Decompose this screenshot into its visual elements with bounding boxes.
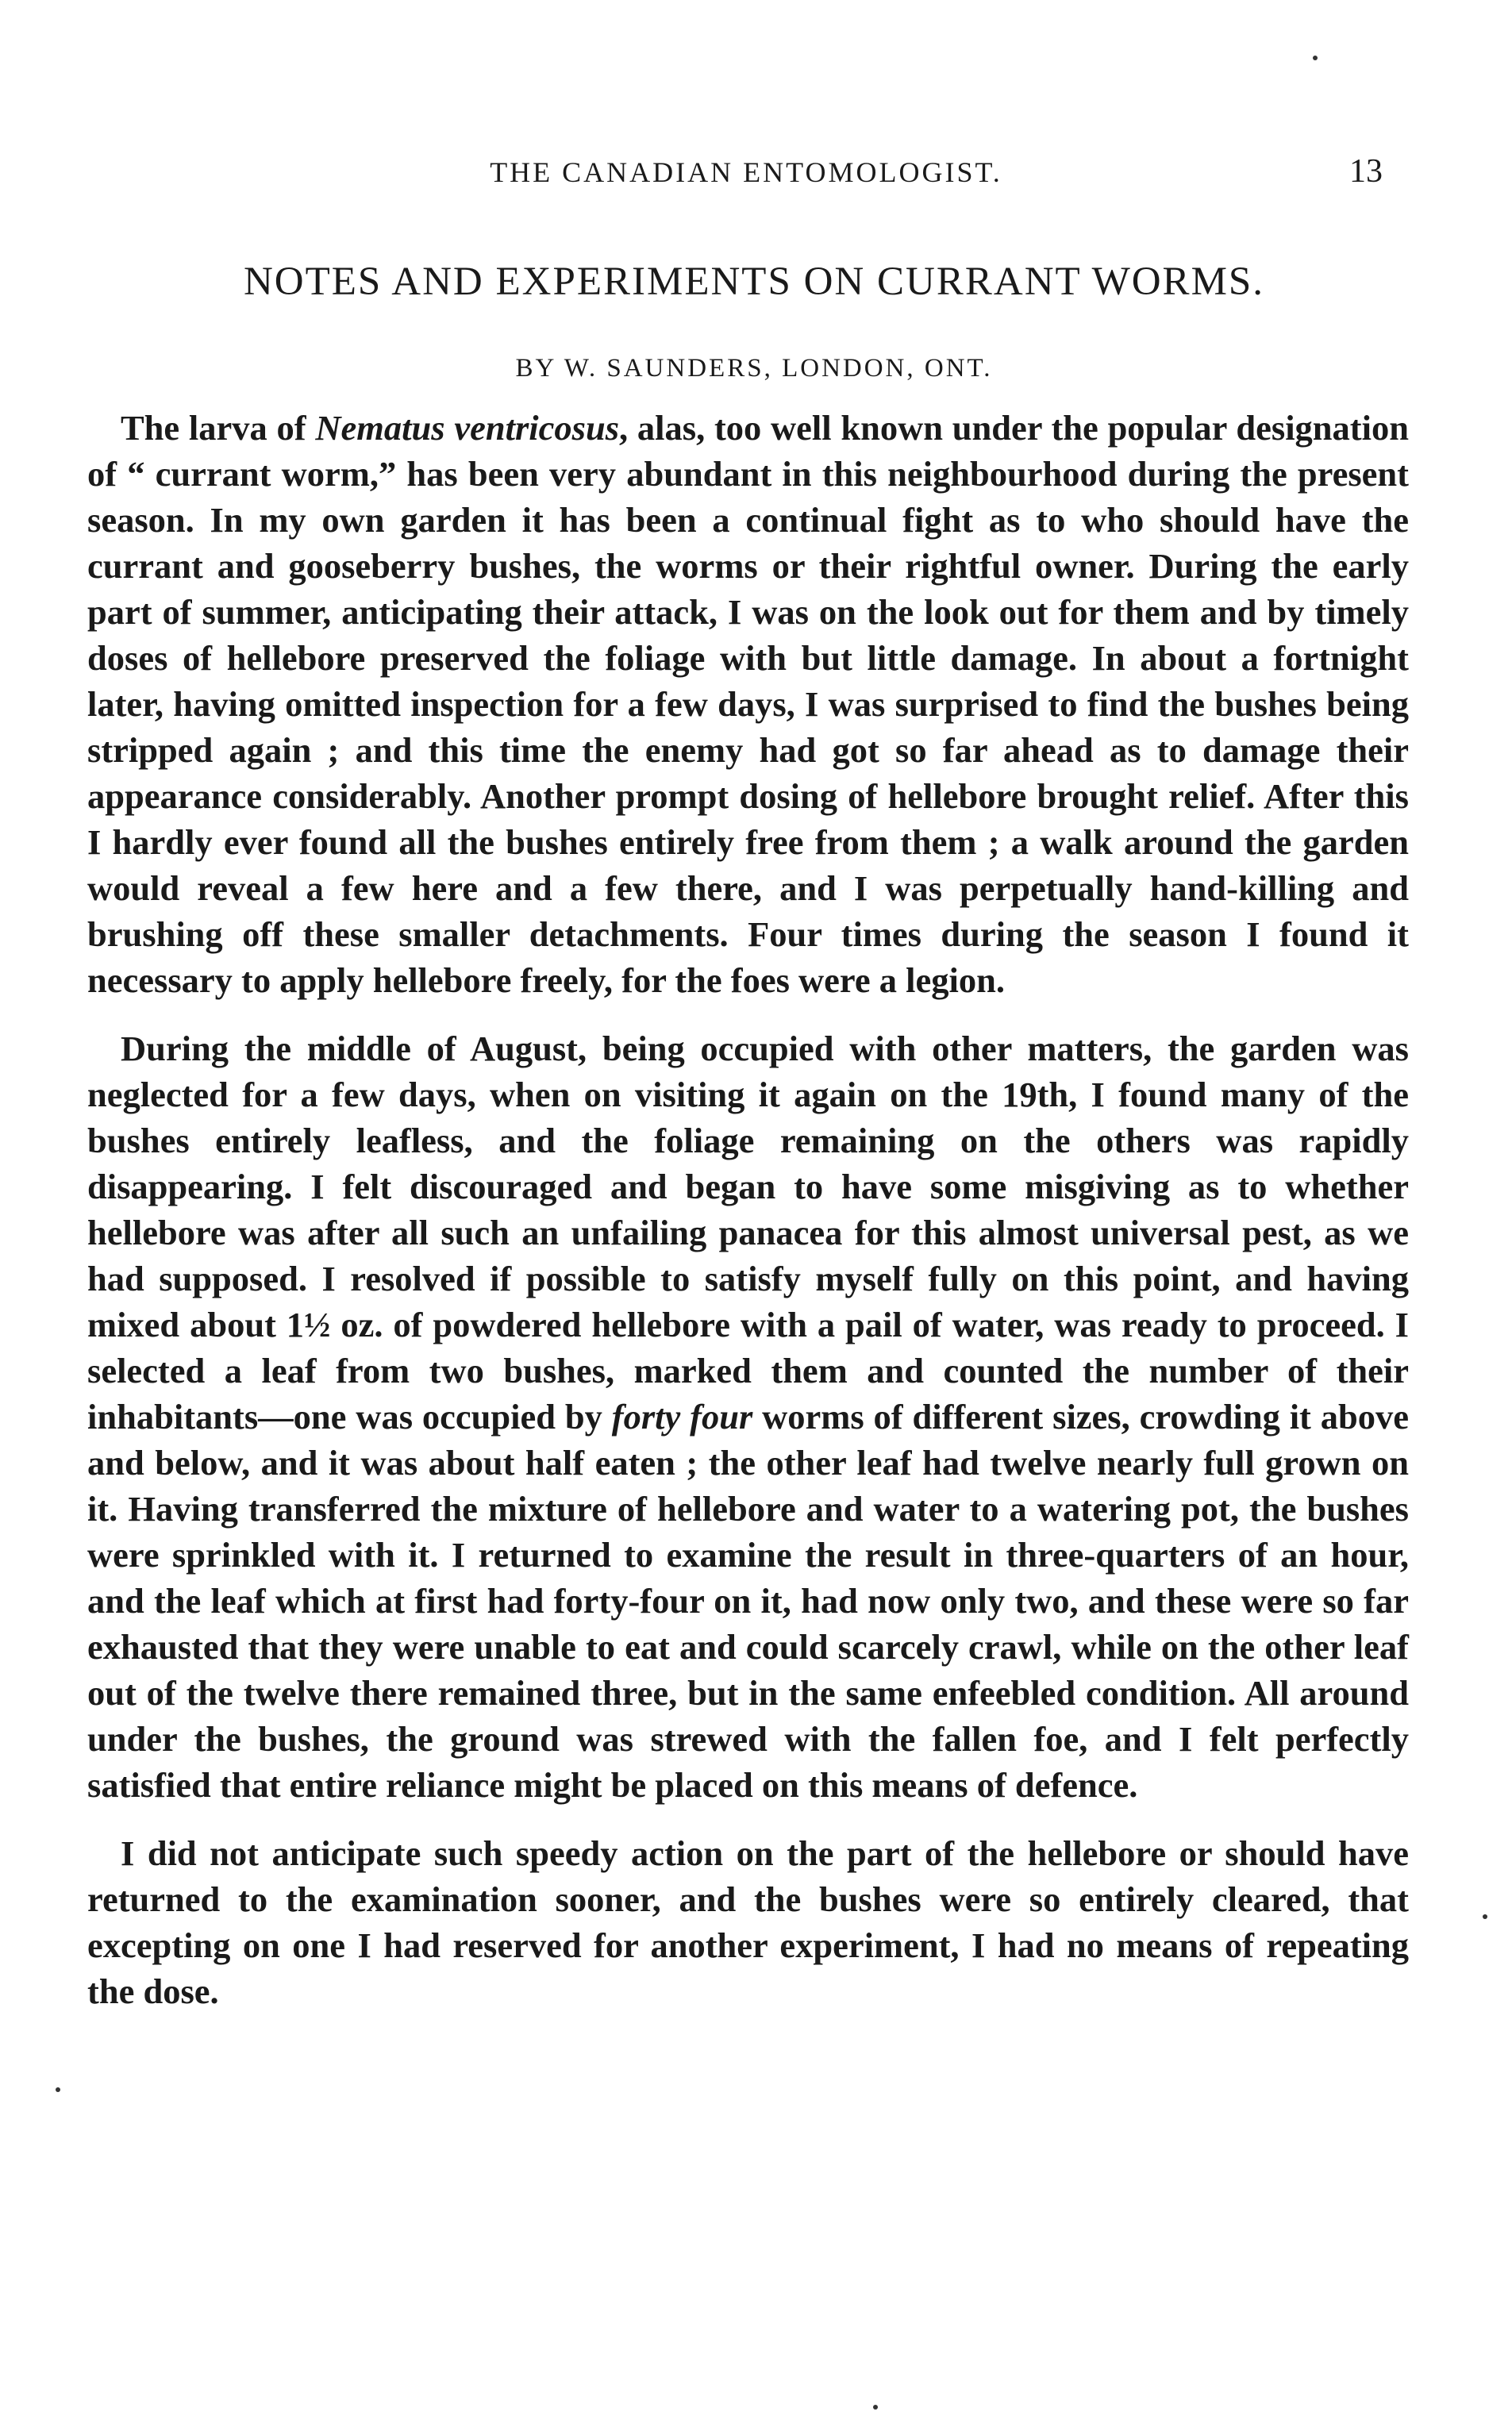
- page-number: 13: [1349, 153, 1383, 190]
- print-speck: [873, 2405, 878, 2410]
- article-title: NOTES AND EXPERIMENTS ON CURRANT WORMS.: [243, 260, 1265, 304]
- paragraph-1-lead: The larva of: [121, 408, 316, 448]
- paragraph-2-lead: During the middle of August, being occupied with other matters, the garden was neglected for a few days, when on visiting it again on the 19th, I found many of the bushes entirely leafless, and the foliage remaining on the others was rapidly disappearing. I felt discouraged and began to have some misgiving as to whether hellebore was after all such an unfailing panacea for this almost universal pest, as we had supposed. I resolved if possible to satisfy myself fully on this point, and having mixed about 1½ oz. of powdered hellebore with a pail of water, was ready to proceed. I selected a leaf from two bushes, marked them and counted the number of their inhabitants—one was occupied by: [87, 1029, 1409, 1437]
- article-body: [87, 405, 1409, 2037]
- journal-name: THE CANADIAN ENTOMOLOGIST.: [490, 156, 1002, 188]
- paragraph-1: [87, 405, 1409, 1003]
- print-speck: [1483, 1914, 1487, 1919]
- paragraph-1-rest: , alas, too well known under the popular designation of “ currant worm,” has been very abundant in this neighbourhood during the present season. In my own garden it has been a continual fight as to who should have the currant and gooseberry bushes, the worms or their rightful owner. During the early part of summer, anticipating their attack, I was on the look out for them and by timely doses of hellebore preserved the foliage with but little damage. In about a fortnight later, having omitted inspection for a few days, I was surprised to find the bushes being stripped again ; and this time the enemy had got so far ahead as to damage their appearance considerably. Another prompt dosing of hellebore brought relief. After this I hardly ever found all the bushes entirely free from them ; a walk around the garden would reveal a few here and a few there, and I was perpetually hand-killing and brushing off these smaller detachments. Four times during the season I found it necessary to apply hellebore freely, for the foes were a legion.: [87, 408, 1409, 1000]
- article-byline: BY W. SAUNDERS, LONDON, ONT.: [515, 354, 993, 383]
- species-name: Nematus ventricosus: [315, 408, 620, 448]
- paragraph-2-rest: worms of different sizes, crowding it above and below, and it was about half eaten ; the other leaf had twelve nearly full grown on it. Having transferred the mixture of hellebore and water to a watering pot, the bushes were sprinkled with it. I returned to examine the result in three-quarters of an hour, and the leaf which at first had forty-four on it, had now only two, and these were so far exhausted that they were unable to eat and could scarcely crawl, while on the other leaf out of the twelve there remained three, but in the same enfeebled condition. All around under the bushes, the ground was strewed with the fallen foe, and I felt perfectly satisfied that entire reliance might be placed on this means of defence.: [87, 1397, 1409, 1805]
- emphasis-forty-four: forty four: [611, 1397, 753, 1437]
- print-speck: [1313, 56, 1318, 60]
- running-header: [0, 153, 1512, 203]
- paragraph-3: I did not anticipate such speedy action on the part of the hellebore or should have returned to the examination sooner, and the bushes were so entirely cleared, that excepting on one I had reserved for another experiment, I had no means of repeating the dose.: [87, 1833, 1409, 2011]
- print-speck: [56, 2087, 60, 2092]
- paragraph-2: [87, 1025, 1409, 1808]
